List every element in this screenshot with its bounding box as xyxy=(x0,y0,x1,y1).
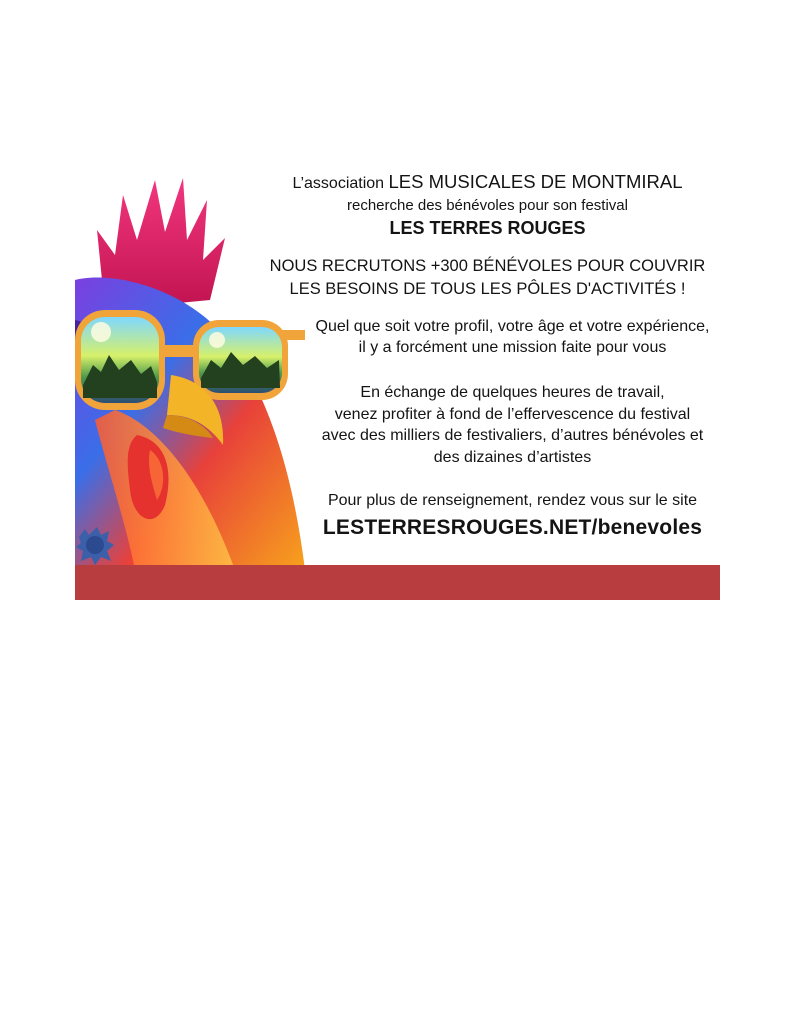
profile-line: Quel que soit votre profil, votre âge et votre expérience, xyxy=(315,317,710,335)
intro-prefix: L’association xyxy=(292,175,389,192)
recruit-line: NOUS RECRUTONS +300 BÉNÉVOLES POUR COUVRIR xyxy=(269,257,706,276)
intro-line xyxy=(225,170,750,194)
logo-splash-icon xyxy=(75,525,115,567)
recruit-line: LES BESOINS DE TOUS LES PÔLES D'ACTIVITÉS ! xyxy=(289,279,686,298)
exchange-line: venez profiter à fond de l’effervescence du festival xyxy=(334,405,691,423)
profile-line: il y a forcément une mission faite pour vous xyxy=(358,339,667,357)
association-logo xyxy=(75,525,115,567)
seek-line: recherche des bénévoles pour son festival xyxy=(346,197,628,214)
info-line: Pour plus de renseignement, rendez vous sur le site xyxy=(327,492,698,510)
red-footer-band xyxy=(75,565,720,600)
website-link[interactable]: LESTERRESROUGES.NET/benevoles xyxy=(322,515,703,539)
recruitment-flyer xyxy=(75,160,720,600)
exchange-line: des dizaines d’artistes xyxy=(433,448,592,466)
association-name: LES MUSICALES DE MONTMIRAL xyxy=(388,171,683,192)
exchange-line: avec des milliers de festivaliers, d’autres bénévoles et xyxy=(321,427,704,445)
festival-name: LES TERRES ROUGES xyxy=(389,217,586,238)
flyer-text xyxy=(225,160,750,541)
exchange-line: En échange de quelques heures de travail, xyxy=(360,383,665,401)
